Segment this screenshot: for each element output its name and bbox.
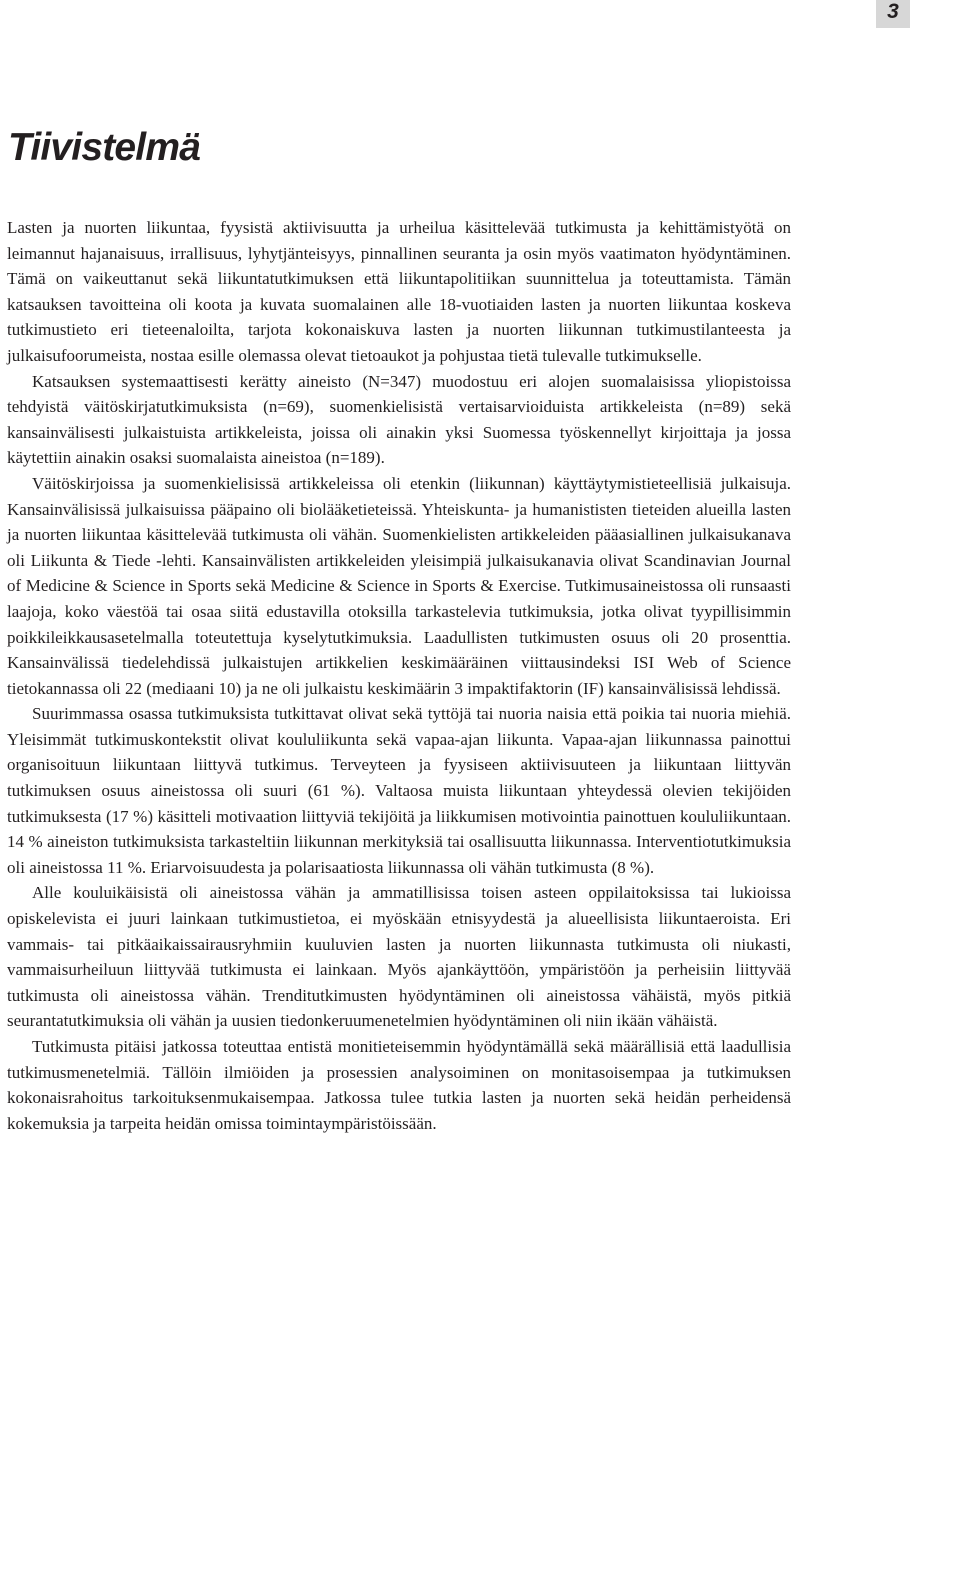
paragraph: Väitöskirjoissa ja suomenkielisissä artikkeleissa oli etenkin (liikunnan) käyttäytymistieteellisiä julkaisuja. Kansainvälisissä julkaisuissa pääpaino oli biolääketieteissä. Yhteiskunta- ja humanististen tieteiden alueilla lasten ja nuorten liikuntaa käsittelevää tutkimusta oli vähän. Suomenkielisten artikkeleiden pääasiallinen julkaisukanava oli Liikunta & Tiede -lehti. Kansainvälisten artikkeleiden yleisimpiä julkaisukanavia olivat Scandinavian Journal of Medicine & Science in Sports sekä Medicine & Science in Sports & Exercise. Tutkimusaineistossa oli runsaasti laajoja, koko väestöä tai osaa siitä edustavilla otoksilla tarkastelevia tutkimuksia, jotka olivat tyypillisimmin poikkileikkausasetelmalla toteutettuja kyselytutkimuksia. Laadullisten tutkimusten osuus oli 20 prosenttia. Kansainvälissä tiedelehdissä julkaistujen artikkelien keskimääräinen viittausindeksi ISI Web of Science tietokannassa oli 22 (mediaani 10) ja ne oli julkaistu keskimäärin 3 impaktifaktorin (IF) kansainvälisissä lehdissä. (7, 473, 791, 698)
abstract-body (7, 215, 791, 1136)
page-title: Tiivistelmä (8, 126, 201, 169)
paragraph: Katsauksen systemaattisesti kerätty aineisto (N=347) muodostuu eri alojen suomalaisissa yliopistoissa tehdyistä väitöskirjatutkimuksista (n=69), suomenkielisistä vertaisarvioiduista artikkeleista (n=89) sekä kansainvälisesti julkaistuista artikkeleista, joissa oli ainakin yksi Suomessa työskennellyt kirjoittaja ja jossa käytettiin ainakin osaksi suomalaista aineistoa (n=189). (7, 371, 791, 468)
paragraph: Suurimmassa osassa tutkimuksista tutkittavat olivat sekä tyttöjä tai nuoria naisia että poikia tai nuoria miehiä. Yleisimmät tutkimuskontekstit olivat koululiikunta sekä vapaa-ajan liikunta. Vapaa-ajan liikunnassa painottui organisoituun liikuntaan liittyvä tutkimus. Terveyteen ja fyysiseen aktiivisuuteen ja liikuntaan liittyvän tutkimuksen osuus aineistossa oli suuri (61 %). Valtaosa muista liikuntaan yhteydessä olevien tekijöiden tutkimuksesta (17 %) käsitteli motivaation liittyviä tekijöitä ja liikkumisen motivointia painottuen koululiikuntaan. 14 % aineiston tutkimuksista tarkasteltiin liikunnan merkityksiä tai osallisuutta liikunnassa. Interventiotutkimuksia oli aineistossa 11 %. Eriarvoisuudesta ja polarisaatiosta liikunnassa oli vähän tutkimusta (8 %). (7, 704, 791, 877)
page-number: 3 (876, 0, 910, 28)
paragraph: Lasten ja nuorten liikuntaa, fyysistä aktiivisuutta ja urheilua käsittelevää tutkimusta ja kehittämistyötä on leimannut hajanaisuus, irrallisuus, lyhytjänteisyys, pinnallinen seuranta ja osin myös vaatimaton hyödyntäminen. Tämä on vaikeuttanut sekä liikuntatutkimuksen että liikuntapolitiikan suunnittelua ja toteuttamista. Tämän katsauksen tavoitteina oli koota ja kuvata suomalainen alle 18-vuotiaiden lasten ja nuorten liikuntaa koskeva tutkimustieto eri tieteenaloilta, tarjota kokonaiskuva lasten ja nuorten liikunnan tutkimustilanteesta ja julkaisufoorumeista, nostaa esille olemassa olevat tietoaukot ja pohjustaa tietä tulevalle tutkimukselle. (7, 218, 791, 365)
paragraph: Tutkimusta pitäisi jatkossa toteuttaa entistä monitieteisemmin hyödyntämällä sekä määrällisiä että laadullisia tutkimusmenetelmiä. Tällöin ilmiöiden ja prosessien analysoiminen on monitasoisempaa ja tutkimuksen kokonaisrahoitus tarkoituksenmukaisempaa. Jatkossa tulee tutkia lasten ja nuorten sekä heidän perheidensä kokemuksia ja tarpeita heidän omissa toimintaympäristöissään. (7, 1037, 791, 1133)
paragraph: Alle kouluikäisistä oli aineistossa vähän ja ammatillisissa toisen asteen oppilaitoksissa tai lukioissa opiskelevista ei juuri lainkaan tutkimustietoa, ei myöskään etnisyydestä ja alueellisista liikuntaeroista. Eri vammais- tai pitkäaikaissairausryhmiin kuuluvien lasten ja nuorten liikunnasta tutkimusta oli niukasti, vammaisurheiluun liittyvää tutkimusta ei lainkaan. Myös ajankäyttöön, ympäristöön ja perheisiin liittyvää tutkimusta oli aineistossa vähän. Trenditutkimusten hyödyntäminen oli aineistossa vähäistä, myös pitkiä seurantatutkimuksia oli vähän ja uusien tiedonkeruumenetelmien hyödyntäminen oli niin ikään vähäistä. (7, 883, 791, 1031)
